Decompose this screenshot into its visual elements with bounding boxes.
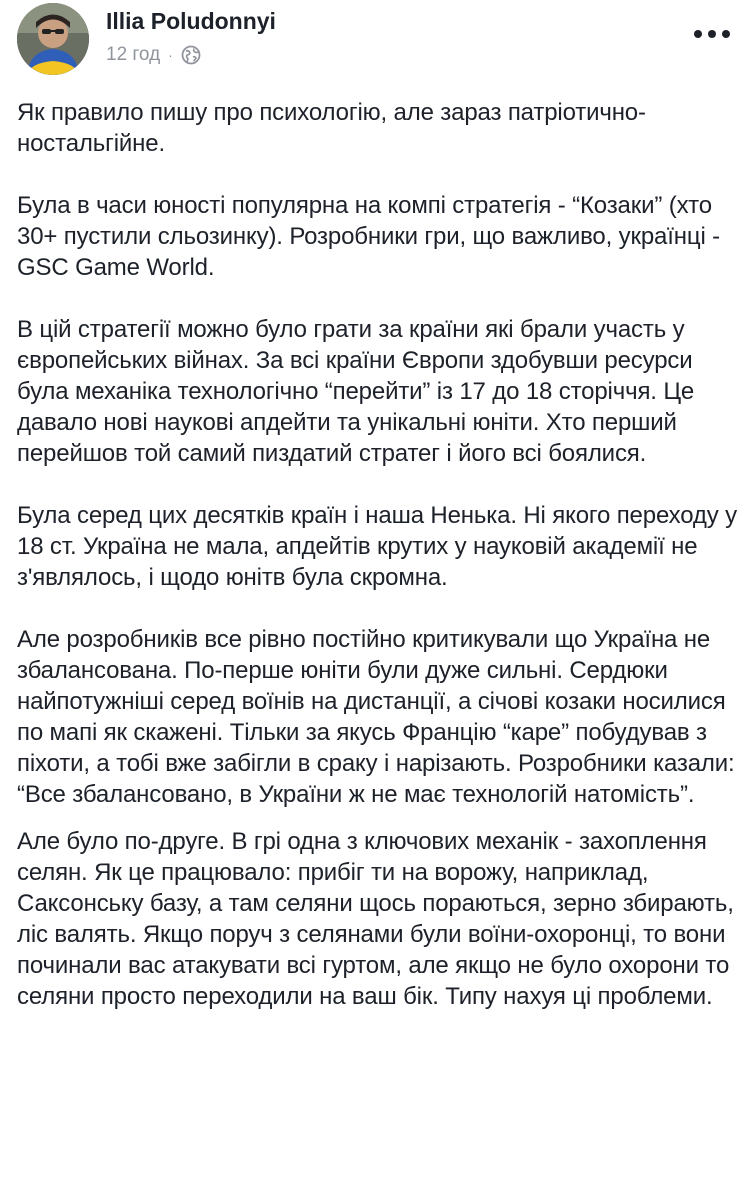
paragraph-gap <box>17 159 741 190</box>
post-body <box>17 97 741 1012</box>
post-meta <box>106 41 201 69</box>
avatar[interactable] <box>17 3 89 75</box>
more-horizontal-icon-dot <box>708 30 716 38</box>
post-paragraph: Як правило пишу про психологію, але зараз патріотично-ностальгійне. <box>17 99 646 157</box>
more-horizontal-icon-dot <box>694 30 702 38</box>
post-paragraph: Але було по-друге. В грі одна з ключових механік - захоплення селян. Як це працювало: прибіг ти на ворожу, наприклад, Саксонську базу, а там селяни щось пораються, зерно збирають, ліс валять. Якщо поруч з селянами були воїни-охоронці, то вони починали вас атакувати всі гуртом, але якщо не було охорони то селяни просто переходили на ваш бік. Типу нахуя ці проблеми. <box>17 828 734 1010</box>
globe-icon <box>181 45 201 65</box>
author-name[interactable]: Illia Poludonnyi <box>106 8 276 34</box>
post-paragraph: В цій стратегії можно було грати за країни які брали участь у європейських війнах. За всі країни Європи здобувши ресурси була механіка технологічно “перейти” із 17 до 18 сторіччя. Це давало нові наукові апдейти та унікальні юніти. Хто перший перейшов той самий пиздатий стратег і його всі боялися. <box>17 316 695 467</box>
paragraph-gap <box>17 593 741 624</box>
avatar-image <box>17 3 89 75</box>
post-paragraph: Була серед цих десятків країн і наша Ненька. Ні якого переходу у 18 ст. Україна не мала, апдейтів крутих у науковій академії не з'являлось, і щодо юнітв була скромна. <box>17 502 737 591</box>
post-paragraph: Але розробників все рівно постійно критикували що Україна не збалансована. По-перше юніти були дуже сильні. Сердюки найпотужніші серед воїнів на дистанції, а січові козаки носилися по мапі як скажені. Тільки за якусь Францію “каре” побудував з піхоти, а тобі вже забігли в сраку і нарізають. Розробники казали: “Все збалансовано, в України ж не має технологій натомість”. <box>17 626 735 808</box>
more-options-button[interactable] <box>694 24 730 44</box>
meta-separator: · <box>168 47 173 63</box>
post-paragraph: Була в часи юності популярна на компі стратегія - “Козаки” (хто 30+ пустили сльозинку). Розробники гри, що важливо, українці - GSC Game World. <box>17 192 720 281</box>
paragraph-gap <box>17 810 741 826</box>
more-horizontal-icon-dot <box>722 30 730 38</box>
post-header <box>0 0 752 96</box>
post-timestamp[interactable]: 12 год <box>106 44 161 65</box>
paragraph-gap <box>17 469 741 500</box>
paragraph-gap <box>17 283 741 314</box>
